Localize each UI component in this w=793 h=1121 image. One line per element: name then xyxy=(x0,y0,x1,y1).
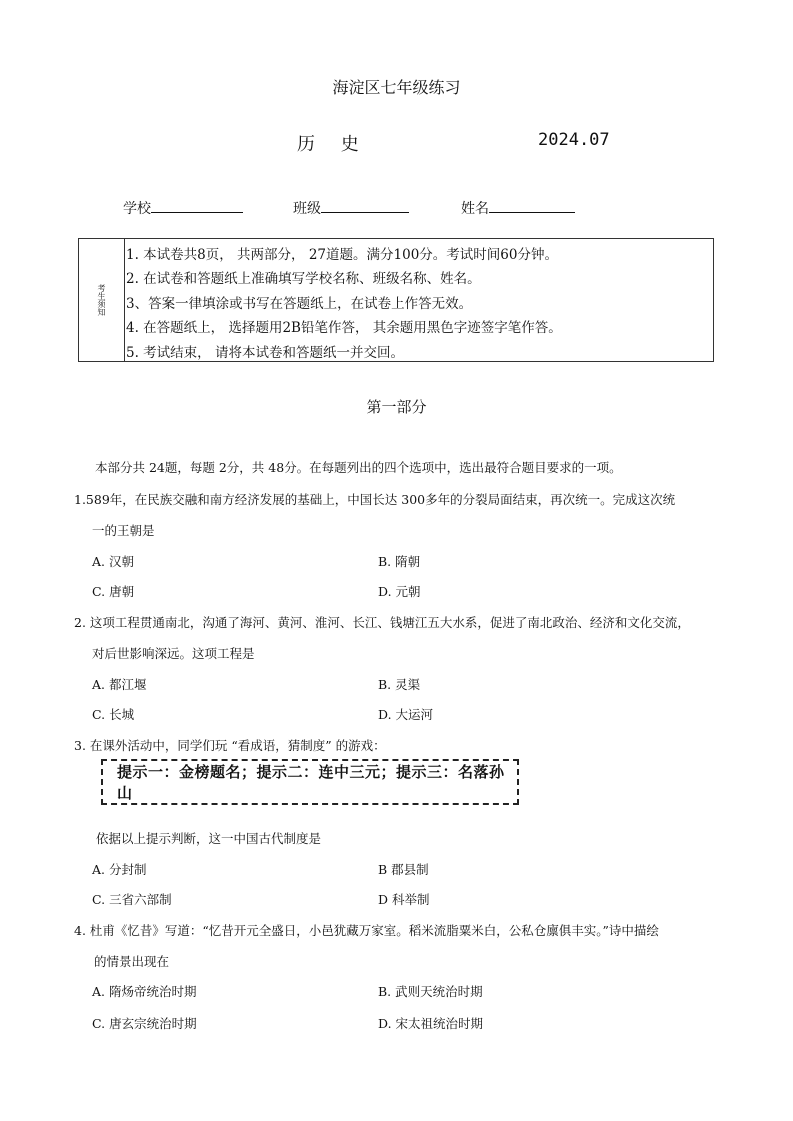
question-3-option-d[interactable]: D 科举制 xyxy=(378,892,430,907)
question-1-option-c[interactable]: C. 唐朝 xyxy=(92,584,135,599)
question-2-option-a[interactable]: A. 都江堰 xyxy=(92,677,147,692)
notice-box xyxy=(78,238,714,362)
notice-item: 4. 在答题纸上， 选择题用2B铅笔作答， 其余题用黑色字迹签字笔作答。 xyxy=(126,320,562,337)
notice-item: 5. 考试结束， 请将本试卷和答题纸一并交回。 xyxy=(126,344,404,361)
hint-text: 提示一：金榜题名；提示二：连中三元；提示三：名落孙山 xyxy=(117,763,505,802)
question-4-line-2: 的情景出现在 xyxy=(94,954,170,969)
question-2-option-d[interactable]: D. 大运河 xyxy=(378,707,434,722)
school-field xyxy=(123,198,243,218)
question-3-prompt: 依据以上提示判断，这一中国古代制度是 xyxy=(96,831,322,846)
question-3-line-1: 3. 在课外活动中，同学们玩 “看成语，猜制度” 的游戏： xyxy=(74,738,386,753)
question-4-line-1: 4. 杜甫《忆昔》写道：“忆昔开元全盛日，小邑犹藏万家室。稻米流脂粟米白，公私仓廪俱丰实。”诗中描绘 xyxy=(74,923,659,938)
question-4-option-c[interactable]: C. 唐玄宗统治时期 xyxy=(92,1016,197,1031)
question-2-option-b[interactable]: B. 灵渠 xyxy=(378,677,421,692)
question-3-option-a[interactable]: A. 分封制 xyxy=(92,862,147,877)
notice-label: 考生须知 xyxy=(79,239,125,361)
name-field xyxy=(461,198,575,218)
question-1-option-b[interactable]: B. 隋朝 xyxy=(378,554,421,569)
class-label: 班级 xyxy=(293,201,321,217)
question-3-option-c[interactable]: C. 三省六部制 xyxy=(92,892,172,907)
question-1-line-1: 1.589年，在民族交融和南方经济发展的基础上，中国长达 300多年的分裂局面结束，再次统一。完成这次统 xyxy=(74,492,676,507)
question-1-option-d[interactable]: D. 元朝 xyxy=(378,584,421,599)
question-2-line-2: 对后世影响深远。这项工程是 xyxy=(92,646,255,661)
question-1-line-2: 一的王朝是 xyxy=(92,523,155,538)
notice-item: 2. 在试卷和答题纸上准确填写学校名称、班级名称、姓名。 xyxy=(126,271,481,288)
question-4-option-a[interactable]: A. 隋炀帝统治时期 xyxy=(92,984,197,999)
name-label: 姓名 xyxy=(461,201,489,217)
section-intro: 本部分共 24题，每题 2分，共 48分。在每题列出的四个选项中，选出最符合题目要求的一项。 xyxy=(95,460,622,475)
hint-box xyxy=(101,759,519,805)
question-2-line-1: 2. 这项工程贯通南北，沟通了海河、黄河、淮河、长江、钱塘江五大水系，促进了南北政治、经济和文化交流， xyxy=(74,615,690,630)
question-2-option-c[interactable]: C. 长城 xyxy=(92,707,135,722)
notice-item: 1. 本试卷共8页， 共两部分， 27道题。满分100分。考试时间60分钟。 xyxy=(126,247,558,263)
question-4-option-d[interactable]: D. 宋太祖统治时期 xyxy=(378,1016,484,1031)
question-4-option-b[interactable]: B. 武则天统治时期 xyxy=(378,984,483,999)
exam-title: 海淀区七年级练习 xyxy=(332,78,461,97)
school-label: 学校 xyxy=(123,201,151,217)
section-title: 第一部分 xyxy=(366,398,427,416)
subject-label: 历 史 xyxy=(297,134,369,155)
question-3-option-b[interactable]: B 郡县制 xyxy=(378,862,429,877)
school-blank xyxy=(151,198,243,213)
class-field xyxy=(293,198,409,218)
notice-item: 3、答案一律填涂或书写在答题纸上，在试卷上作答无效。 xyxy=(126,295,473,312)
name-blank xyxy=(489,198,575,213)
question-1-option-a[interactable]: A. 汉朝 xyxy=(92,554,134,569)
exam-date: 2024.07 xyxy=(538,130,610,150)
notice-list xyxy=(125,239,713,361)
class-blank xyxy=(321,198,409,213)
